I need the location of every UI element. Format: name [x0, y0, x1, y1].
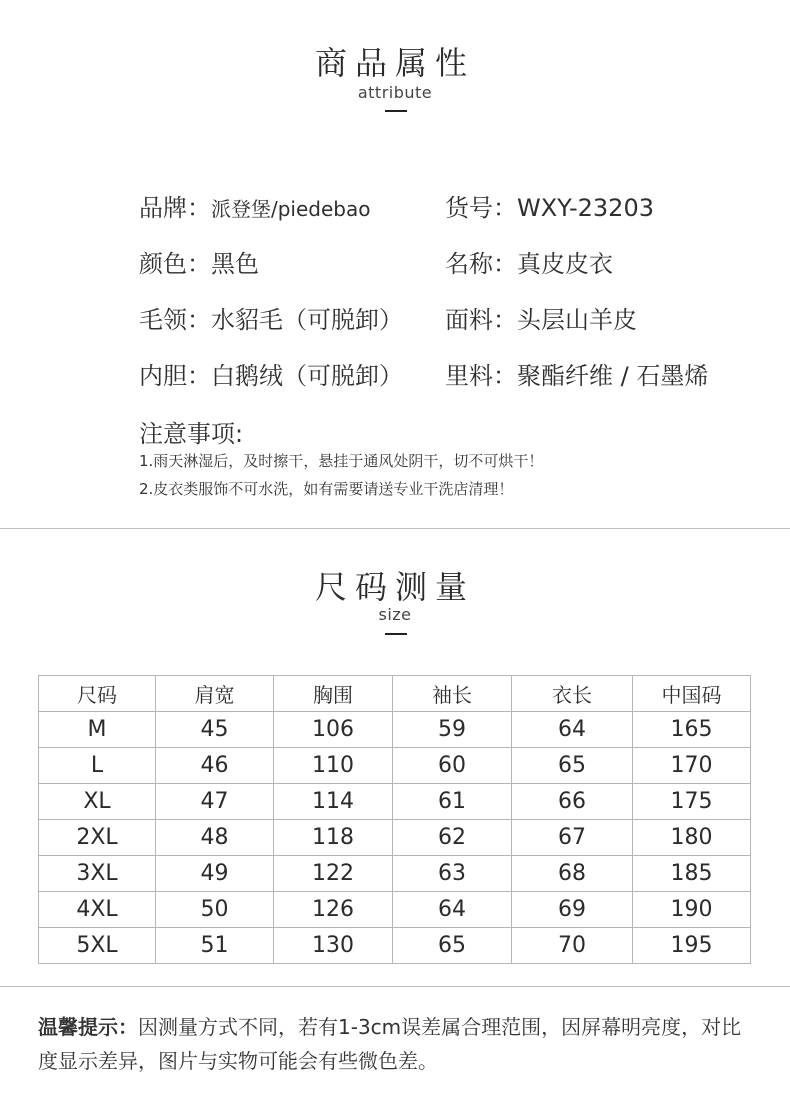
table-cell: 130 [274, 928, 393, 964]
attr-value: WXY-23203 [517, 194, 654, 222]
attributes-title-underline [385, 110, 407, 112]
attr-name [445, 244, 613, 279]
attr-brand [139, 188, 370, 223]
table-cell: 67 [512, 820, 633, 856]
attr-label: 货号： [445, 194, 517, 222]
header-shoulder: 肩宽 [156, 676, 274, 712]
table-row [39, 748, 751, 784]
attr-value: 派登堡/piedebao [211, 197, 371, 221]
table-cell: 170 [633, 748, 751, 784]
section-divider [0, 528, 790, 529]
table-cell: L [39, 748, 156, 784]
table-cell: 5XL [39, 928, 156, 964]
attr-label: 名称： [445, 250, 517, 278]
table-cell: 2XL [39, 820, 156, 856]
attr-label: 内胆： [139, 362, 211, 390]
table-cell: 180 [633, 820, 751, 856]
table-cell: 45 [156, 712, 274, 748]
attr-value: 水貂毛（可脱卸） [211, 306, 403, 334]
warm-tip [38, 1010, 750, 1078]
table-row [39, 928, 751, 964]
table-cell: 47 [156, 784, 274, 820]
table-cell: 4XL [39, 892, 156, 928]
table-cell: 185 [633, 856, 751, 892]
table-row [39, 712, 751, 748]
warm-tip-label: 温馨提示： [38, 1015, 138, 1039]
attr-label: 毛领： [139, 306, 211, 334]
attr-inner-lining [139, 356, 403, 391]
size-table [38, 675, 751, 964]
attr-value: 头层山羊皮 [517, 306, 637, 334]
table-cell: 114 [274, 784, 393, 820]
table-cell: M [39, 712, 156, 748]
size-title-underline [385, 633, 407, 635]
size-title: 尺码测量 [314, 568, 475, 606]
table-cell: 3XL [39, 856, 156, 892]
attr-color [139, 244, 259, 279]
attr-item-no [445, 188, 654, 223]
attr-label: 颜色： [139, 250, 211, 278]
attr-label: 里料： [445, 362, 517, 390]
table-cell: 48 [156, 820, 274, 856]
table-header-row [39, 676, 751, 712]
table-cell: 64 [393, 892, 512, 928]
attr-collar [139, 300, 403, 335]
section-divider [0, 986, 790, 987]
attr-label: 品牌： [139, 194, 211, 222]
table-cell: 190 [633, 892, 751, 928]
header-length: 衣长 [512, 676, 633, 712]
attributes-subtitle: attribute [357, 83, 433, 102]
table-cell: 165 [633, 712, 751, 748]
attr-label: 面料： [445, 306, 517, 334]
table-row [39, 820, 751, 856]
table-cell: 65 [512, 748, 633, 784]
table-cell: XL [39, 784, 156, 820]
table-row [39, 856, 751, 892]
table-cell: 175 [633, 784, 751, 820]
table-cell: 122 [274, 856, 393, 892]
header-sleeve: 袖长 [393, 676, 512, 712]
attr-value: 黑色 [211, 250, 259, 278]
table-cell: 51 [156, 928, 274, 964]
table-cell: 126 [274, 892, 393, 928]
table-cell: 62 [393, 820, 512, 856]
table-cell: 60 [393, 748, 512, 784]
attributes-title: 商品属性 [314, 44, 475, 82]
attr-value: 白鹅绒（可脱卸） [211, 362, 403, 390]
table-cell: 110 [274, 748, 393, 784]
table-cell: 64 [512, 712, 633, 748]
table-row [39, 784, 751, 820]
table-cell: 65 [393, 928, 512, 964]
attr-lining-material [445, 356, 708, 391]
attr-value: 聚酯纤维 / 石墨烯 [517, 362, 709, 390]
table-cell: 70 [512, 928, 633, 964]
table-cell: 69 [512, 892, 633, 928]
size-subtitle: size [378, 605, 412, 624]
header-size: 尺码 [39, 676, 156, 712]
care-note: 1.雨天淋湿后，及时擦干，悬挂于通风处阴干，切不可烘干！ [139, 452, 544, 470]
attr-value: 真皮皮衣 [517, 250, 613, 278]
table-cell: 63 [393, 856, 512, 892]
table-cell: 50 [156, 892, 274, 928]
table-cell: 49 [156, 856, 274, 892]
header-chest: 胸围 [274, 676, 393, 712]
table-cell: 106 [274, 712, 393, 748]
table-cell: 195 [633, 928, 751, 964]
table-row [39, 892, 751, 928]
attr-fabric [445, 300, 637, 335]
table-cell: 66 [512, 784, 633, 820]
table-cell: 61 [393, 784, 512, 820]
table-cell: 68 [512, 856, 633, 892]
warm-tip-text: 因测量方式不同，若有1-3cm误差属合理范围，因屏幕明亮度，对比度显示差异，图片与实物可能会有些微色差。 [38, 1015, 742, 1073]
care-notes-title: 注意事项: [139, 420, 244, 448]
care-note: 2.皮衣类服饰不可水洗，如有需要请送专业干洗店清理！ [139, 480, 514, 498]
table-cell: 59 [393, 712, 512, 748]
header-china-size: 中国码 [633, 676, 751, 712]
table-cell: 118 [274, 820, 393, 856]
table-cell: 46 [156, 748, 274, 784]
